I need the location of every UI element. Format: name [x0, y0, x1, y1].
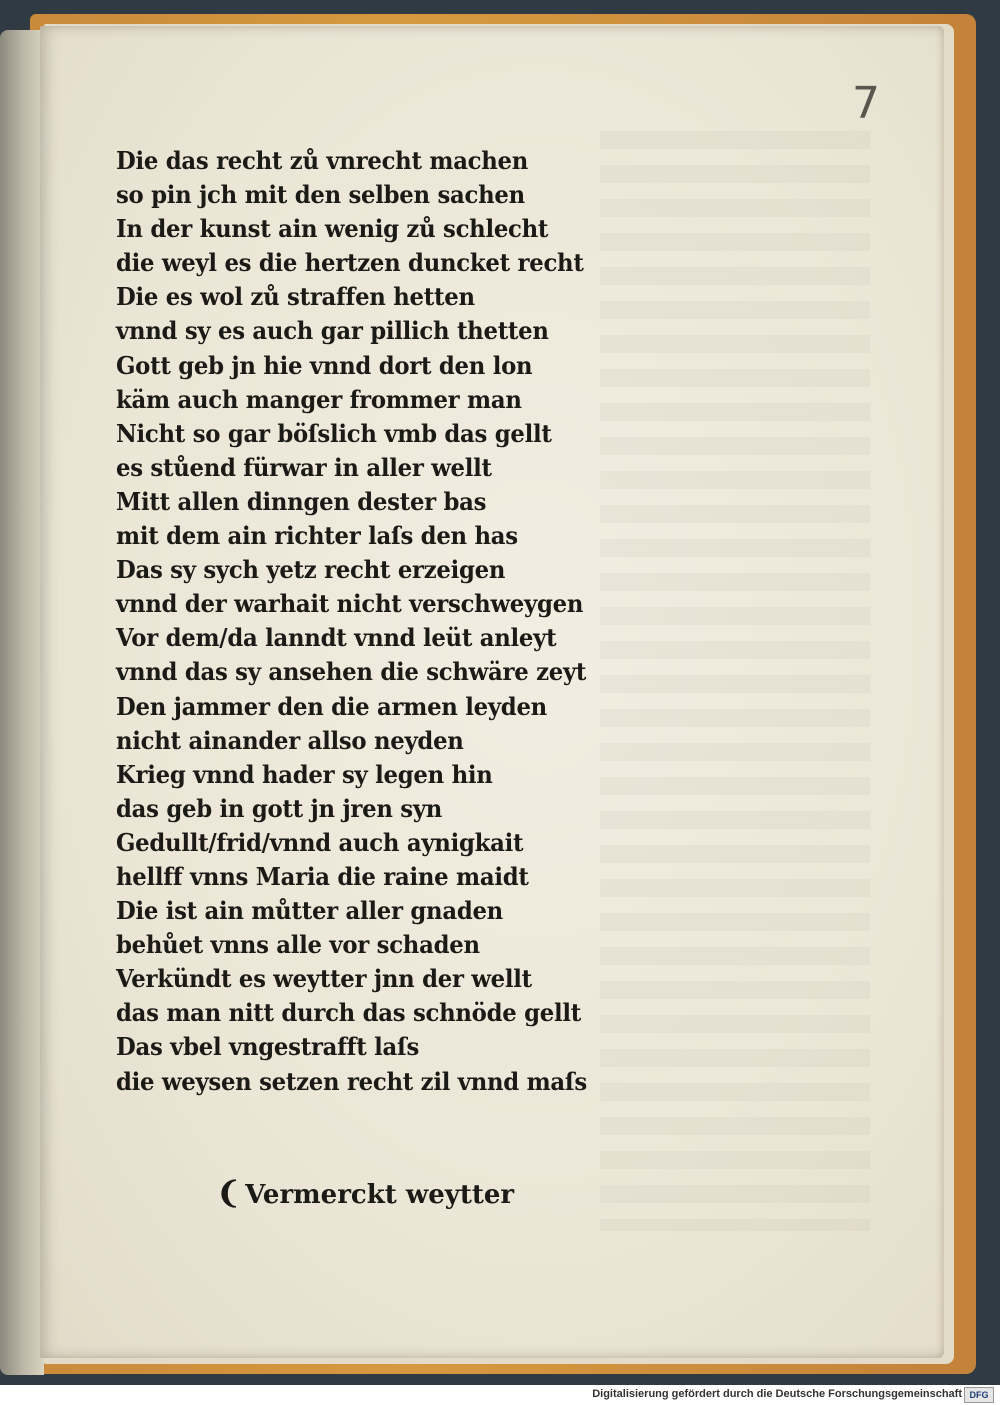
closing-line — [216, 1176, 514, 1211]
footer-bar — [0, 1385, 1000, 1405]
closing-text: Vermerckt weytter — [245, 1180, 515, 1210]
book-page — [40, 26, 944, 1358]
poem-line: käm auch manger frommer man — [116, 384, 522, 414]
poem-line: Nicht so gar böſslich vmb das gellt — [116, 418, 552, 448]
facing-page-edge — [0, 30, 44, 1375]
poem-line: Das sy sych yetz recht erzeigen — [116, 555, 506, 585]
folio-number: 7 — [852, 78, 880, 129]
poem-line: es stůend fürwar in aller wellt — [116, 452, 492, 482]
poem-line: Gott geb jn hie vnnd dort den lon — [116, 350, 533, 380]
poem-line: Mitt allen dinngen dester bas — [116, 486, 487, 516]
funding-credit: Digitalisierung gefördert durch die Deutsche Forschungsgemeinschaft — [592, 1388, 962, 1400]
poem-line: vnnd das sy ansehen die schwäre zeyt — [116, 657, 587, 687]
poem-line: Den jammer den die armen leyden — [116, 691, 547, 721]
poem-line: Das vbel vngestrafft laſs — [116, 1032, 420, 1062]
poem-line: vnnd der warhait nicht verschweygen — [116, 589, 584, 619]
poem-line: so pin jch mit den selben sachen — [116, 180, 525, 210]
paragraph-mark: ❨ — [216, 1176, 242, 1211]
poem-line: die weyl es die hertzen duncket recht — [116, 248, 584, 278]
poem-line: das geb in gott jn jren syn — [116, 793, 443, 823]
poem-line: Vor dem/da lanndt vnnd leüt anleyt — [116, 623, 557, 653]
poem-line: das man nitt durch das schnöde gellt — [116, 998, 581, 1028]
poem-text — [116, 144, 676, 1099]
poem-line: die weysen setzen recht zil vnnd maſs — [116, 1066, 587, 1096]
poem-line: In der kunst ain wenig zů schlecht — [116, 214, 549, 244]
poem-line: Verkündt es weytter jnn der wellt — [116, 964, 532, 994]
poem-line: Gedullt/frid/vnnd auch aynigkait — [116, 827, 524, 857]
dfg-logo: DFG — [964, 1387, 994, 1403]
poem-line: vnnd sy es auch gar pillich thetten — [116, 316, 549, 346]
poem-line: mit dem ain richter laſs den has — [116, 521, 518, 551]
poem-line: hellff vnns Maria die raine maidt — [116, 861, 529, 891]
poem-line: Krieg vnnd hader sy legen hin — [116, 759, 493, 789]
poem-line: nicht ainander allso neyden — [116, 725, 464, 755]
poem-line: behůet vnns alle vor schaden — [116, 930, 480, 960]
poem-line: Die ist ain můtter aller gnaden — [116, 896, 503, 926]
poem-line: Die es wol zů straffen hetten — [116, 282, 475, 312]
poem-line: Die das recht zů vnrecht machen — [116, 146, 529, 175]
